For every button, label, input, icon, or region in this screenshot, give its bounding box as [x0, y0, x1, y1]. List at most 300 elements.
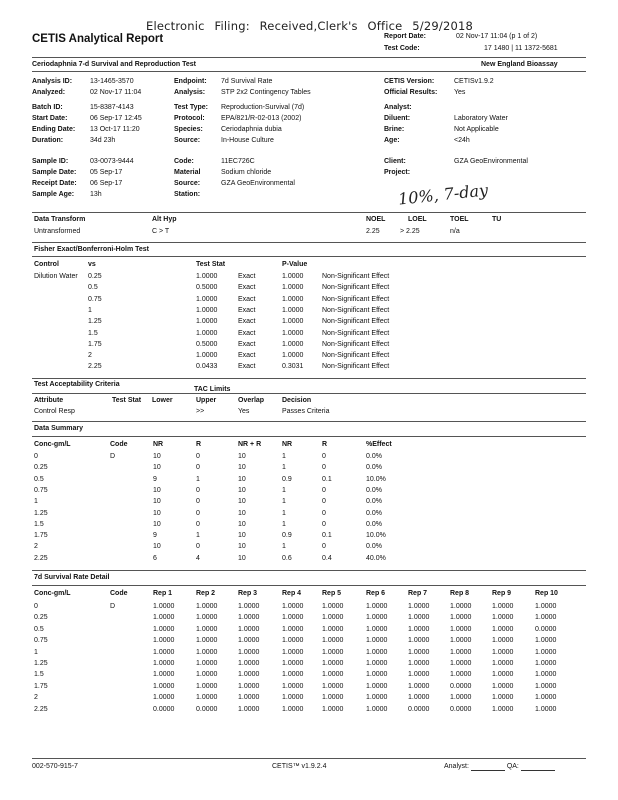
summary-cell: 0.0% — [366, 520, 382, 528]
info-label: Analysis: — [174, 89, 206, 96]
info-label: Sample Date: — [32, 169, 77, 176]
fisher-teststat-header: Test Stat — [196, 261, 226, 268]
fisher-cell: Exact — [238, 318, 256, 326]
filing-stamp: Electronic Filing: Received,Clerk's Office 5/29/2018 — [146, 19, 474, 33]
detail-cell: 1.0000 — [238, 637, 260, 645]
transform-header: Data Transform — [34, 216, 86, 223]
summary-cell: 0.0% — [366, 498, 382, 506]
detail-cell: 0.0000 — [450, 705, 472, 713]
toel-header: TOEL — [450, 216, 469, 223]
detail-cell: 1.0000 — [282, 603, 304, 610]
info-label: Station: — [174, 191, 201, 198]
acceptability-cell: >> — [196, 408, 205, 415]
detail-cell: 2.25 — [34, 705, 48, 713]
info-value: STP 2x2 Contingency Tables — [221, 89, 311, 96]
detail-cell: 1.0000 — [322, 648, 344, 656]
summary-cell: 10 — [238, 554, 246, 562]
divider — [32, 585, 586, 586]
summary-cell: 0.0% — [366, 486, 382, 494]
detail-cell: 1.0000 — [408, 694, 430, 702]
fisher-cell: 0.5000 — [196, 284, 218, 292]
detail-cell: 1.0000 — [408, 637, 430, 645]
info-value: 02 Nov-17 11:04 — [90, 89, 142, 96]
fisher-cell: Non-Significant Effect — [322, 284, 390, 292]
detail-cell: 1.0000 — [196, 671, 218, 679]
info-value: 13h — [90, 191, 102, 198]
divider — [32, 421, 586, 422]
info-label: Material — [174, 169, 201, 176]
fisher-cell: Exact — [238, 295, 256, 303]
summary-cell: 40.0% — [366, 554, 386, 562]
detail-cell: 1.0000 — [535, 603, 557, 610]
test-code-label: Test Code: — [384, 45, 420, 52]
fisher-cell: 1.0000 — [282, 284, 304, 292]
fisher-cell: 0.5 — [88, 284, 98, 292]
summary-title: Data Summary — [34, 425, 84, 432]
info-label: Analysis ID: — [32, 78, 73, 85]
fisher-cell: 1.25 — [88, 318, 102, 326]
detail-cell: 1.0000 — [535, 694, 557, 702]
detail-cell: 1.25 — [34, 660, 48, 667]
detail-cell: 1.0000 — [535, 660, 557, 667]
info-value: 7d Survival Rate — [221, 78, 273, 85]
fisher-cell: Non-Significant Effect — [322, 295, 390, 303]
fisher-cell: Non-Significant Effect — [322, 273, 390, 280]
fisher-cell: Exact — [238, 340, 256, 348]
tac-limits-label: TAC Limits — [194, 386, 231, 393]
acceptability-header: Decision — [282, 397, 312, 404]
summary-cell: 10 — [153, 453, 161, 460]
summary-cell: 0 — [322, 486, 326, 494]
detail-cell: 0.0000 — [153, 705, 175, 713]
detail-header: Rep 9 — [492, 590, 512, 597]
detail-cell: 1.0000 — [492, 705, 514, 713]
summary-cell: 10.0% — [366, 475, 386, 483]
summary-cell: 0 — [322, 543, 326, 551]
detail-cell: 1.0000 — [408, 682, 430, 690]
fisher-cell: 1.0000 — [196, 329, 218, 337]
fisher-cell: Non-Significant Effect — [322, 352, 390, 360]
alt-hyp-header: Alt Hyp — [152, 216, 177, 223]
detail-cell: 1.0000 — [282, 625, 304, 633]
info-value: Not Applicable — [454, 126, 499, 133]
detail-cell: 1.0000 — [153, 603, 175, 610]
noel-value: 2.25 — [366, 228, 380, 235]
acceptability-header: Lower — [152, 397, 173, 404]
detail-cell: 1.0000 — [535, 648, 557, 656]
detail-cell: 1.0000 — [492, 625, 514, 633]
detail-cell: 1.0000 — [366, 648, 388, 656]
summary-header: Code — [110, 441, 128, 448]
summary-header: NR + R — [238, 441, 262, 448]
summary-cell: 9 — [153, 532, 157, 540]
summary-cell: 0 — [196, 543, 200, 551]
summary-cell: D — [110, 453, 116, 460]
detail-cell: 1.0000 — [153, 660, 175, 667]
acceptability-cell: Control Resp — [34, 408, 75, 415]
detail-cell: 1.0000 — [153, 694, 175, 702]
fisher-cell: Exact — [238, 329, 256, 337]
fisher-control-header: Control — [34, 261, 59, 268]
fisher-cell: Non-Significant Effect — [322, 340, 390, 348]
detail-cell: 0.0000 — [450, 682, 472, 690]
detail-cell: 1 — [34, 648, 38, 656]
detail-cell: 1.0000 — [366, 694, 388, 702]
detail-cell: 1.0000 — [450, 625, 472, 633]
summary-cell: 0 — [196, 453, 200, 460]
summary-header: R — [196, 441, 202, 448]
fisher-cell: Exact — [238, 273, 256, 280]
detail-cell: 1.0000 — [153, 682, 175, 690]
detail-cell: 1.0000 — [408, 660, 430, 667]
detail-cell: 1.0000 — [196, 614, 218, 622]
info-value: 06 Sep-17 — [90, 180, 123, 187]
fisher-cell: Non-Significant Effect — [322, 318, 390, 326]
fisher-cell: 1.0000 — [282, 295, 304, 303]
summary-cell: 0 — [196, 509, 200, 517]
tu-header: TU — [492, 216, 502, 223]
info-label: Analyzed: — [32, 89, 66, 96]
summary-cell: 0 — [196, 486, 200, 494]
detail-cell: 1.0000 — [153, 625, 175, 633]
summary-cell: 0 — [322, 520, 326, 528]
detail-cell: 0.0000 — [408, 705, 430, 713]
summary-cell: 0 — [322, 498, 326, 506]
summary-cell: 0 — [322, 509, 326, 517]
detail-header: Rep 5 — [322, 590, 342, 597]
info-value: Yes — [454, 89, 466, 96]
detail-header: Conc-gm/L — [34, 590, 71, 597]
divider — [32, 393, 586, 394]
detail-cell: 1.0000 — [492, 603, 514, 610]
summary-cell: 10 — [238, 532, 246, 540]
detail-cell: 1.0000 — [238, 705, 260, 713]
summary-cell: 10 — [238, 475, 246, 483]
detail-cell: 1.0000 — [238, 682, 260, 690]
acceptability-header: Overlap — [238, 397, 265, 404]
fisher-pvalue-header: P-Value — [282, 261, 308, 268]
info-value: 06 Sep-17 12:45 — [90, 115, 142, 122]
divider — [32, 242, 586, 243]
info-label: Protocol: — [174, 115, 205, 122]
info-label: Age: — [384, 137, 400, 144]
summary-header: Conc-gm/L — [34, 441, 71, 448]
info-value: Laboratory Water — [454, 115, 508, 122]
qa-label: QA: — [506, 763, 519, 770]
fisher-cell: 1.0000 — [282, 340, 304, 348]
info-label: Client: — [384, 158, 406, 165]
detail-cell: 0 — [34, 603, 38, 610]
detail-header: Code — [110, 590, 128, 597]
info-label: Start Date: — [32, 115, 68, 122]
noel-header: NOEL — [366, 216, 386, 223]
summary-cell: 2 — [34, 543, 38, 551]
info-value: 03-0073-9444 — [90, 158, 134, 165]
info-label: Receipt Date: — [32, 180, 77, 187]
summary-cell: 0.0% — [366, 464, 382, 472]
detail-cell: 2 — [34, 694, 38, 702]
analyst-label: Analyst: — [444, 763, 469, 770]
detail-cell: 1.0000 — [282, 682, 304, 690]
detail-header: Rep 10 — [535, 590, 558, 597]
info-label: Test Type: — [174, 104, 208, 111]
detail-cell: 1.0000 — [238, 625, 260, 633]
fisher-group: Dilution Water — [34, 273, 78, 280]
acceptability-cell: Yes — [238, 408, 250, 415]
info-label: Official Results: — [384, 89, 438, 96]
detail-cell: 1.0000 — [282, 637, 304, 645]
detail-cell: 1.0000 — [322, 614, 344, 622]
qa-signature-line — [521, 764, 555, 771]
detail-cell: 1.0000 — [535, 682, 557, 690]
summary-cell: 10 — [153, 543, 161, 551]
fisher-cell: 1.0000 — [196, 318, 218, 326]
fisher-cell: 1.0000 — [282, 329, 304, 337]
summary-cell: 0.25 — [34, 464, 48, 472]
detail-header: Rep 7 — [408, 590, 428, 597]
summary-cell: 0 — [196, 464, 200, 472]
detail-cell: 1.0000 — [153, 614, 175, 622]
summary-cell: 10 — [238, 498, 246, 506]
toel-value: n/a — [450, 228, 460, 235]
info-value: GZA GeoEnvironmental — [454, 158, 528, 165]
detail-cell: 1.0000 — [196, 637, 218, 645]
summary-cell: 10 — [153, 520, 161, 528]
divider — [32, 436, 586, 437]
fisher-cell: 1.0000 — [196, 306, 218, 314]
detail-cell: 1.0000 — [408, 614, 430, 622]
acceptability-header: Attribute — [34, 397, 64, 404]
fisher-cell: 1.0000 — [196, 273, 218, 280]
info-value: 11EC726C — [221, 158, 255, 165]
detail-header: Rep 4 — [282, 590, 302, 597]
info-label: Duration: — [32, 137, 64, 144]
analyst-signature-line — [471, 764, 505, 771]
summary-header: R — [322, 441, 328, 448]
summary-cell: 10 — [238, 509, 246, 517]
info-value: 15-8387-4143 — [90, 104, 134, 111]
detail-cell: 0.0000 — [535, 625, 557, 633]
detail-cell: 1.0000 — [366, 705, 388, 713]
detail-cell: 1.0000 — [450, 671, 472, 679]
detail-cell: 1.0000 — [322, 637, 344, 645]
footer-doc-id: 002-570-915-7 — [32, 763, 78, 770]
detail-cell: 1.0000 — [450, 694, 472, 702]
fisher-vs-header: vs — [88, 261, 96, 268]
summary-cell: 1.75 — [34, 532, 48, 540]
summary-cell: 0 — [34, 453, 38, 460]
info-value: Reproduction-Survival (7d) — [221, 104, 305, 111]
summary-cell: 0.0% — [366, 509, 382, 517]
acceptability-title: Test Acceptability Criteria — [34, 381, 120, 388]
info-label: Endpoint: — [174, 78, 207, 85]
info-label: Sample ID: — [32, 158, 69, 165]
info-label: Code: — [174, 158, 194, 165]
detail-cell: 1.0000 — [492, 637, 514, 645]
summary-cell: 0 — [322, 453, 326, 460]
detail-cell: 1.0000 — [282, 614, 304, 622]
summary-header: %Effect — [366, 441, 392, 448]
info-label: Source: — [174, 180, 201, 187]
info-value: GZA GeoEnvironmental — [221, 180, 295, 187]
acceptability-cell: Passes Criteria — [282, 408, 330, 415]
detail-cell: 1.0000 — [366, 614, 388, 622]
detail-cell: 1.0000 — [282, 648, 304, 656]
fisher-cell: Non-Significant Effect — [322, 363, 390, 371]
detail-cell: 1.0000 — [282, 694, 304, 702]
summary-cell: 1 — [282, 509, 286, 517]
info-value: <24h — [454, 137, 470, 144]
fisher-cell: 1.0000 — [282, 273, 304, 280]
fisher-cell: Exact — [238, 352, 256, 360]
fisher-cell: Exact — [238, 284, 256, 292]
fisher-cell: 0.5000 — [196, 340, 218, 348]
info-label: Source: — [174, 137, 201, 144]
fisher-cell: 2.25 — [88, 363, 102, 371]
summary-cell: 0.0% — [366, 543, 382, 551]
info-label: Analyst: — [384, 104, 412, 111]
divider — [32, 378, 586, 379]
info-label: Species: — [174, 126, 203, 133]
detail-title: 7d Survival Rate Detail — [34, 574, 110, 581]
detail-cell: 1.0000 — [153, 648, 175, 656]
detail-cell: 1.0000 — [408, 603, 430, 610]
summary-cell: 0.75 — [34, 486, 48, 494]
detail-cell: 1.0000 — [450, 614, 472, 622]
fisher-cell: 0.75 — [88, 295, 102, 303]
detail-cell: 1.0000 — [196, 694, 218, 702]
summary-cell: 1.25 — [34, 509, 48, 517]
info-value: CETISv1.9.2 — [454, 78, 494, 85]
fisher-cell: 1.5 — [88, 329, 98, 337]
transform-value: Untransformed — [34, 228, 81, 235]
summary-cell: 10 — [153, 498, 161, 506]
detail-cell: 1.0000 — [535, 705, 557, 713]
detail-cell: 1.0000 — [492, 648, 514, 656]
info-label: Batch ID: — [32, 104, 63, 111]
detail-cell: 1.0000 — [450, 637, 472, 645]
detail-cell: 1.0000 — [196, 660, 218, 667]
detail-cell: 1.0000 — [492, 694, 514, 702]
detail-cell: 1.0000 — [282, 671, 304, 679]
summary-cell: 1 — [196, 532, 200, 540]
summary-cell: 6 — [153, 554, 157, 562]
report-title: CETIS Analytical Report — [32, 33, 164, 45]
detail-cell: 1.0000 — [238, 648, 260, 656]
info-value: 05 Sep-17 — [90, 169, 123, 176]
info-value: Sodium chloride — [221, 169, 272, 176]
loel-header: LOEL — [408, 216, 427, 223]
summary-cell: 1 — [282, 498, 286, 506]
detail-header: Rep 2 — [196, 590, 216, 597]
report-date-label: Report Date: — [384, 33, 427, 40]
info-value: Ceriodaphnia dubia — [221, 126, 282, 133]
summary-cell: 0 — [322, 464, 326, 472]
summary-header: NR — [153, 441, 164, 448]
summary-cell: 2.25 — [34, 554, 48, 562]
summary-cell: 0.9 — [282, 532, 292, 540]
fisher-cell: Non-Significant Effect — [322, 306, 390, 314]
detail-cell: 1.0000 — [366, 682, 388, 690]
fisher-cell: 2 — [88, 352, 92, 360]
summary-cell: 10 — [238, 520, 246, 528]
detail-cell: 1.0000 — [322, 660, 344, 667]
detail-cell: 1.0000 — [196, 682, 218, 690]
divider — [32, 256, 586, 257]
summary-cell: 0.4 — [322, 554, 332, 562]
summary-cell: 1 — [34, 498, 38, 506]
fisher-cell: 0.0433 — [196, 363, 218, 371]
detail-cell: 1.0000 — [322, 694, 344, 702]
summary-cell: 0.1 — [322, 532, 332, 540]
detail-cell: 1.75 — [34, 682, 48, 690]
detail-cell: 1.0000 — [322, 671, 344, 679]
divider — [32, 570, 586, 571]
summary-cell: 0.1 — [322, 475, 332, 483]
detail-cell: 0.0000 — [196, 705, 218, 713]
acceptability-header: Test Stat — [112, 397, 142, 404]
summary-cell: 1.5 — [34, 520, 44, 528]
detail-header: Rep 3 — [238, 590, 258, 597]
divider — [32, 57, 586, 58]
detail-cell: 1.0000 — [450, 660, 472, 667]
summary-cell: 10 — [238, 464, 246, 472]
detail-cell: 1.0000 — [196, 625, 218, 633]
info-value: 34d 23h — [90, 137, 116, 144]
report-subtitle: Ceriodaphnia 7-d Survival and Reproduction Test — [32, 61, 197, 68]
detail-cell: 1.0000 — [238, 671, 260, 679]
detail-cell: 1.0000 — [282, 660, 304, 667]
summary-cell: 0.0% — [366, 453, 382, 460]
detail-cell: 1.0000 — [535, 637, 557, 645]
fisher-cell: 1.0000 — [282, 352, 304, 360]
detail-cell: 1.0000 — [153, 671, 175, 679]
summary-cell: 0.5 — [34, 475, 44, 483]
detail-cell: 1.0000 — [238, 660, 260, 667]
info-label: Sample Age: — [32, 191, 75, 198]
info-value: In-House Culture — [221, 137, 274, 144]
divider — [32, 71, 586, 72]
detail-cell: 1.0000 — [238, 614, 260, 622]
detail-cell: 1.0000 — [322, 625, 344, 633]
detail-cell: 1.0000 — [196, 603, 218, 610]
summary-cell: 9 — [153, 475, 157, 483]
summary-cell: 1 — [282, 486, 286, 494]
summary-header: NR — [282, 441, 293, 448]
info-label: Ending Date: — [32, 126, 76, 133]
detail-cell: D — [110, 603, 116, 610]
detail-cell: 1.0000 — [492, 671, 514, 679]
summary-cell: 0.9 — [282, 475, 292, 483]
summary-cell: 10.0% — [366, 532, 386, 540]
fisher-cell: Exact — [238, 363, 256, 371]
detail-cell: 1.0000 — [282, 705, 304, 713]
detail-cell: 1.0000 — [408, 648, 430, 656]
detail-cell: 1.0000 — [366, 637, 388, 645]
info-label: Brine: — [384, 126, 405, 133]
fisher-cell: Non-Significant Effect — [322, 329, 390, 337]
detail-cell: 1.0000 — [153, 637, 175, 645]
fisher-cell: 1 — [88, 306, 92, 314]
detail-cell: 0.25 — [34, 614, 48, 622]
info-label: CETIS Version: — [384, 78, 435, 85]
detail-cell: 1.0000 — [450, 648, 472, 656]
summary-cell: 0 — [196, 520, 200, 528]
detail-cell: 1.0000 — [366, 603, 388, 610]
info-label: Project: — [384, 169, 411, 176]
acceptability-header: Upper — [196, 397, 217, 404]
fisher-cell: Exact — [238, 306, 256, 314]
